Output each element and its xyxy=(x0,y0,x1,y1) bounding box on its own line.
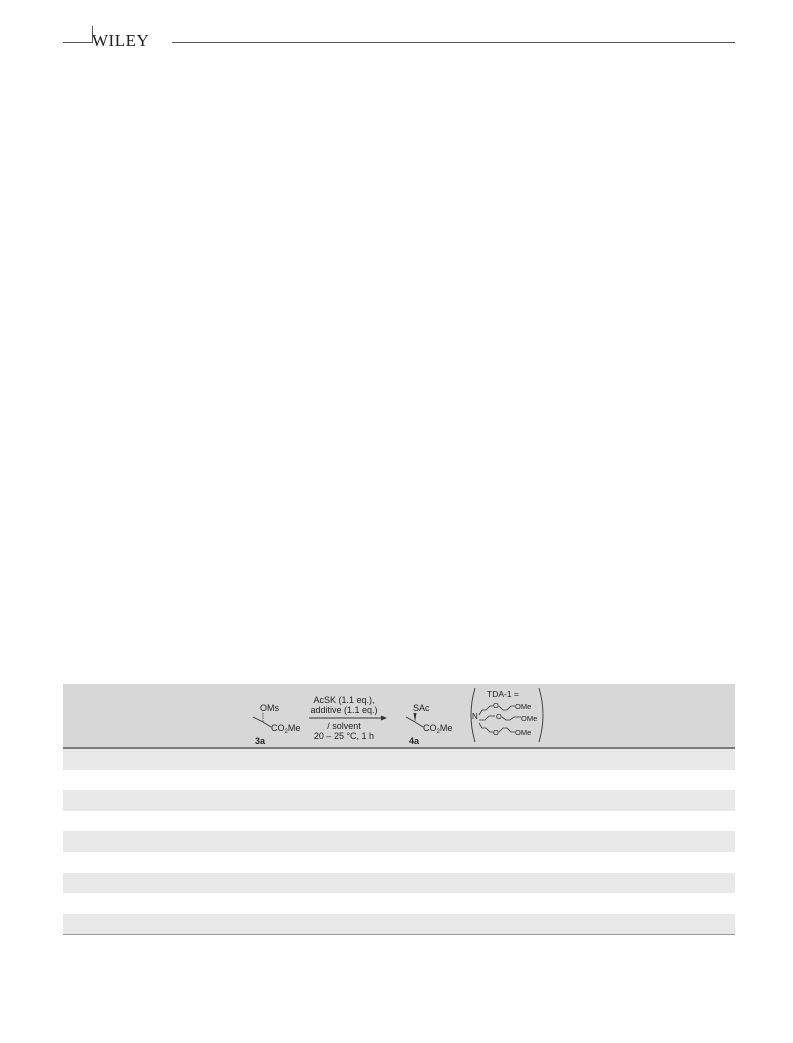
condition-additive: additive (1.1 eq.) xyxy=(310,705,378,715)
svg-text:OMe: OMe xyxy=(521,714,538,723)
results-table xyxy=(63,684,735,935)
header-rule-right xyxy=(172,42,735,43)
publisher-logo: WILEY xyxy=(92,31,150,50)
reaction-arrow-group xyxy=(309,695,387,741)
tda1-title: TDA-1 = xyxy=(487,689,519,699)
table-row xyxy=(63,914,735,935)
table-row xyxy=(63,811,735,832)
compound-label-3a: 3a xyxy=(255,736,266,746)
condition-solvent: / solvent xyxy=(327,721,361,731)
reaction-scheme-drawing xyxy=(63,684,735,747)
product-structure xyxy=(406,703,452,746)
reactant-substituent: OMs xyxy=(260,703,279,713)
svg-text:O: O xyxy=(493,701,499,710)
product-ester: $CO_2Me$ xyxy=(423,723,453,735)
table-row xyxy=(63,852,735,873)
reaction-arrow-head xyxy=(381,716,387,721)
table-row xyxy=(63,790,735,811)
table-row xyxy=(63,770,735,791)
compound-label-4a: 4a xyxy=(409,736,420,746)
header-rule-left xyxy=(63,42,92,43)
svg-text:O: O xyxy=(496,712,502,721)
right-paren xyxy=(539,688,543,742)
svg-text:OMe: OMe xyxy=(515,702,532,711)
table-bottom-rule xyxy=(63,934,735,935)
condition-reagent: AcSK (1.1 eq.), xyxy=(313,695,375,705)
reactant-structure xyxy=(253,703,300,746)
svg-text:OMe: OMe xyxy=(515,728,532,737)
svg-text:O: O xyxy=(493,728,499,737)
table-row xyxy=(63,831,735,852)
table-row xyxy=(63,873,735,894)
tda1-structure xyxy=(471,688,543,742)
reaction-scheme xyxy=(63,684,735,747)
condition-temperature: 20 – 25 °C, 1 h xyxy=(313,731,375,741)
tda1-nitrogen: N xyxy=(472,712,478,721)
table-row xyxy=(63,893,735,914)
reactant-ester: $CO_2Me$ xyxy=(271,723,301,735)
table-row xyxy=(63,749,735,770)
product-substituent: SAc xyxy=(413,703,430,713)
